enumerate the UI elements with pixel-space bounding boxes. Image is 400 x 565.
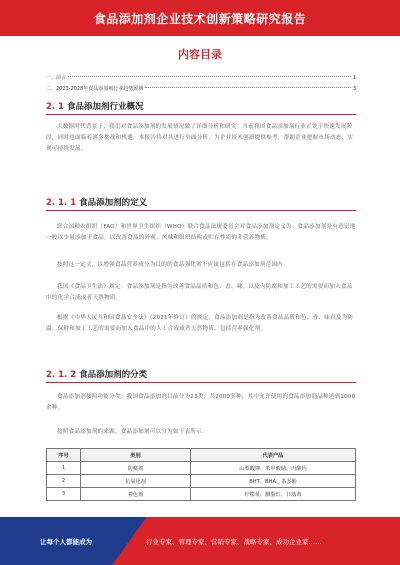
table-cell: 山梨酸钾、苯甲酸钠、丙酸钙	[191, 462, 356, 475]
section-heading	[46, 368, 147, 380]
toc-entry-page: 3	[352, 86, 356, 92]
section-divider	[46, 382, 356, 383]
toc-entry-label: 二、2023-2028年食品添加剂行业趋势预测	[46, 86, 144, 92]
paragraph: 大数据时代背景下，我们对食品添加剂的发展情况做了详细分析和研究。当前我国食品添加剂行业正处于快速发展阶段，同时也面临着诸多挑战和机遇，本报告将对其进行全面分析，为企业技术创新提供参考，帮助企业把握市场动态，实现可持续发展。	[46, 124, 354, 152]
table-header-row	[47, 449, 356, 462]
paragraph: 按照这一定义，以增强食品营养成分为目的的食品强化剂不应该包括在食品添加剂范围内。	[57, 262, 289, 268]
section-number: 2. 1. 2	[46, 370, 77, 380]
paragraph: 按照食品添加剂的来源，食品添加剂可以分为如下表所示：	[57, 429, 208, 435]
column-header: 类别	[81, 449, 191, 462]
paragraph: 食品添加剂按照功能分类，我国食品添加剂目前分为23类，共2000多种，其中允许使用的食品添加剂品种达到1000余种。	[46, 394, 356, 411]
classification-table	[46, 448, 356, 501]
toc-entry[interactable]	[46, 74, 356, 85]
table-cell: BHT、BHA、茶多酚	[191, 475, 356, 488]
toc-entry-page: 1	[352, 75, 356, 81]
table-cell: 柠檬黄、胭脂红、日落黄	[191, 488, 356, 501]
table-of-contents	[46, 74, 356, 96]
table-cell: 2	[47, 475, 81, 488]
column-header: 序号	[47, 449, 81, 462]
section-divider	[46, 114, 356, 115]
table-cell: 防腐剂	[81, 462, 191, 475]
section-title: 食品添加剂的分类	[79, 370, 148, 380]
report-title-banner	[0, 0, 400, 36]
table-cell: 1	[47, 462, 81, 475]
table-cell: 着色剂	[81, 488, 191, 501]
toc-entry[interactable]	[46, 85, 356, 96]
paragraph: 我国《食品卫生法》规定：食品添加剂是指为改善食品品质和色、香、味，以及为防腐和加工工艺的需要而加入食品中的化学合成或者天然物质。	[46, 284, 353, 301]
column-header: 代表产品	[191, 449, 356, 462]
footer-slogan-right: 行业专家、管理专家、营销专家、战略专家、成功企业家……	[146, 538, 322, 546]
table-row	[47, 475, 356, 488]
section-number: 2. 1	[46, 102, 65, 112]
toc-entry-label: 一、前言	[46, 75, 67, 81]
section-number: 2. 1. 1	[46, 198, 77, 208]
toc-leader-dots	[68, 76, 351, 77]
section-title: 食品添加剂的定义	[79, 198, 148, 208]
table-cell: 抗氧化剂	[81, 475, 191, 488]
toc-heading: 内容目录	[178, 48, 222, 61]
table-row	[47, 462, 356, 475]
paragraph: 根据《中华人民共和国食品安全法》（2021年修订）的规定，食品添加剂是指为改善食品品质和色、香、味以及为防腐、保鲜和加工工艺的需要而加入食品中的人工合成或者天然物质，包括营养强化剂。	[46, 315, 354, 332]
footer-slogan-left: 让每个人都能成为	[40, 538, 92, 546]
section-divider	[46, 210, 356, 211]
toc-leader-dots	[145, 87, 351, 88]
table-row	[47, 488, 356, 501]
report-title: 食品添加剂企业技术创新策略研究报告	[93, 11, 307, 26]
paragraph: 联合国粮农组织（FAO）和世界卫生组织（WHO）联合食品法规委员会对食品添加剂定义为：食品添加剂是有意识地一般以少量添加于食品，以改善食品的外观、风味和组织结构或贮存性质的非营养物质。	[46, 224, 356, 241]
section-title: 食品添加剂行业概况	[67, 102, 144, 112]
table-cell: 3	[47, 488, 81, 501]
section-heading	[46, 100, 144, 112]
section-heading	[46, 196, 147, 208]
